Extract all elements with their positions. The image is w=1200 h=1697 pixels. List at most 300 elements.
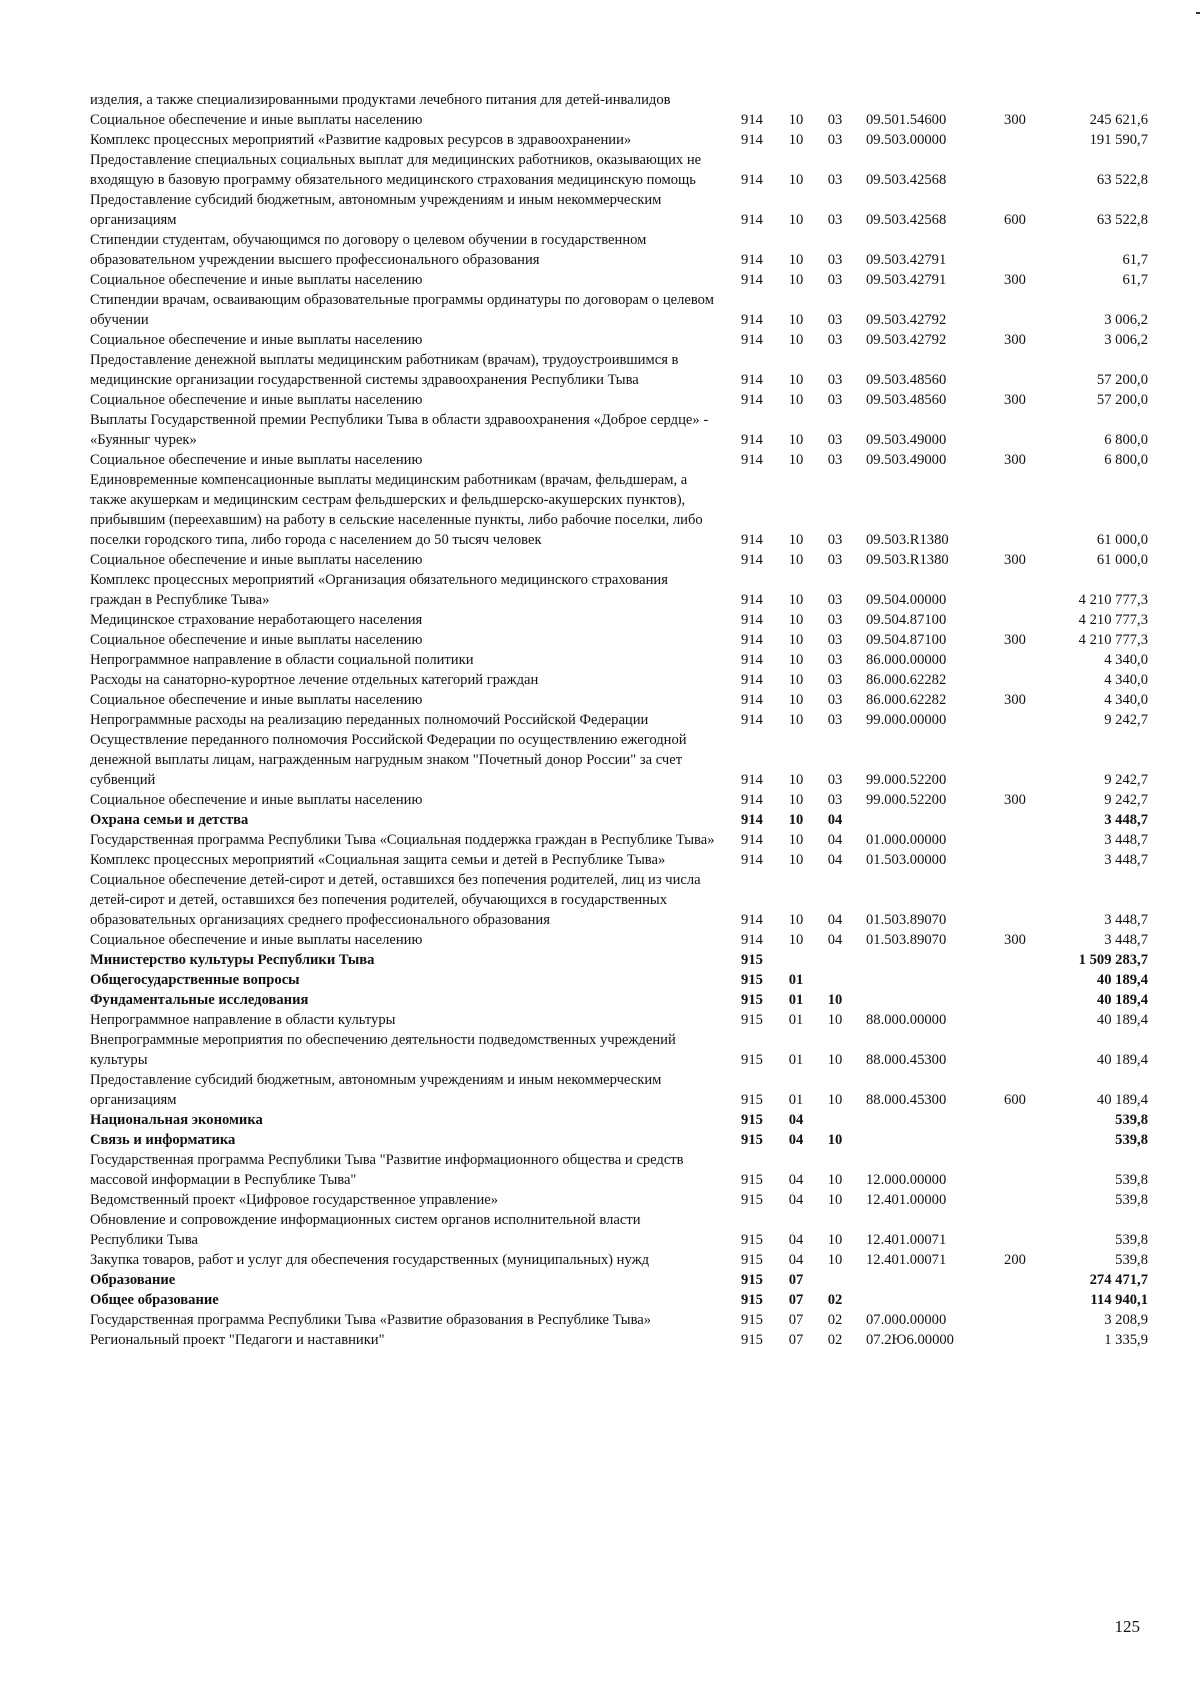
row-name: Осуществление переданного полномочия Российской Федерации по осуществлению ежегодной денежной выплаты лицам, награжденным нагрудным знаком "Почетный донор России" за счет субвенций — [90, 732, 687, 788]
section-code: 10 — [788, 372, 804, 388]
row-name: изделия, а также специализированными продуктами лечебного питания для детей-инвалидов — [90, 92, 671, 108]
table-row — [90, 850, 1158, 870]
row-name: Обновление и сопровождение информационных систем органов исполнительной власти Республики Тыва — [90, 1212, 641, 1248]
row-name: Региональный проект "Педагоги и наставники" — [90, 1332, 385, 1348]
section-code: 10 — [788, 212, 804, 228]
target-item-code: 09.503.42792 — [866, 332, 947, 348]
section-code: 04 — [788, 1232, 804, 1248]
amount: 539,8 — [1115, 1112, 1148, 1128]
table-row — [90, 1030, 1158, 1070]
table-row — [90, 1310, 1158, 1330]
expense-type-code: 300 — [1004, 392, 1026, 408]
target-item-code: 09.503.R1380 — [866, 552, 949, 568]
ministry-code: 914 — [741, 672, 763, 688]
amount: 4 340,0 — [1104, 672, 1148, 688]
table-row — [90, 950, 1158, 970]
row-name: Социальное обеспечение и иные выплаты населению — [90, 272, 423, 288]
subsection-code — [818, 1270, 852, 1290]
target-item-code: 09.503.49000 — [866, 452, 947, 468]
target-item-code: 12.401.00000 — [866, 1192, 947, 1208]
subsection-code — [818, 1110, 852, 1130]
expense-type-code — [994, 150, 1036, 190]
amount: 3 448,7 — [1104, 912, 1148, 928]
table-row — [90, 990, 1158, 1010]
row-name: Социальное обеспечение и иные выплаты населению — [90, 932, 423, 948]
section-code: 04 — [788, 1132, 804, 1148]
table-row — [90, 1150, 1158, 1190]
amount: 1 509 283,7 — [1078, 952, 1148, 968]
row-name: Социальное обеспечение и иные выплаты населению — [90, 112, 423, 128]
subsection-code: 02 — [827, 1292, 843, 1308]
amount: 245 621,6 — [1089, 112, 1148, 128]
target-item-code: 09.503.42791 — [866, 272, 947, 288]
target-item-code: 86.000.00000 — [866, 652, 947, 668]
amount: 3 448,7 — [1104, 832, 1148, 848]
table-row — [90, 810, 1158, 830]
target-item-code: 01.000.00000 — [866, 832, 947, 848]
row-name: Социальное обеспечение детей-сирот и детей, оставшихся без попечения родителей, лиц из числа детей-сирот и детей, оставшихся без попечения родителей, обучающихся в государственных образовательных организациях среднего профессионального образования — [90, 872, 701, 928]
row-name: Национальная экономика — [90, 1112, 263, 1128]
row-name: Фундаментальные исследования — [90, 992, 309, 1008]
subsection-code: 03 — [827, 392, 843, 408]
table-row — [90, 470, 1158, 550]
row-name: Предоставление субсидий бюджетным, автономным учреждениям и иным некоммерческим организациям — [90, 192, 662, 228]
amount: 61,7 — [1122, 272, 1148, 288]
subsection-code: 03 — [827, 172, 843, 188]
table-row — [90, 450, 1158, 470]
section-code: 10 — [788, 312, 804, 328]
subsection-code: 03 — [827, 212, 843, 228]
ministry-code: 914 — [741, 372, 763, 388]
section-code: 10 — [788, 812, 804, 828]
row-name: Социальное обеспечение и иные выплаты населению — [90, 552, 423, 568]
amount: 4 340,0 — [1104, 692, 1148, 708]
expense-type-code — [994, 130, 1036, 150]
row-name: Образование — [90, 1272, 176, 1288]
amount: 40 189,4 — [1096, 1052, 1148, 1068]
subsection-code: 10 — [827, 1132, 843, 1148]
section-code: 04 — [788, 1112, 804, 1128]
target-item-code: 86.000.62282 — [866, 692, 947, 708]
ministry-code: 915 — [741, 1232, 763, 1248]
target-item-code: 09.503.49000 — [866, 432, 947, 448]
row-name: Социальное обеспечение и иные выплаты населению — [90, 792, 423, 808]
target-item-code: 09.503.48560 — [866, 372, 947, 388]
subsection-code: 03 — [827, 312, 843, 328]
section-code: 10 — [788, 652, 804, 668]
section-code: 10 — [788, 932, 804, 948]
target-item-code: 09.503.42791 — [866, 252, 947, 268]
row-name: Выплаты Государственной премии Республики Тыва в области здравоохранения «Доброе сердце» - «Буянныг чурек» — [90, 412, 709, 448]
subsection-code — [818, 950, 852, 970]
target-item-code — [852, 810, 994, 830]
ministry-code: 914 — [741, 112, 763, 128]
ministry-code: 915 — [741, 1132, 763, 1148]
target-item-code: 09.503.42792 — [866, 312, 947, 328]
section-code: 07 — [788, 1312, 804, 1328]
target-item-code: 88.000.00000 — [866, 1012, 947, 1028]
table-row — [90, 1290, 1158, 1310]
ministry-code: 914 — [741, 612, 763, 628]
subsection-code: 03 — [827, 792, 843, 808]
subsection-code: 03 — [827, 112, 843, 128]
amount: 539,8 — [1115, 1172, 1148, 1188]
ministry-code: 915 — [741, 1272, 763, 1288]
section-code: 10 — [788, 612, 804, 628]
target-item-code — [852, 950, 994, 970]
table-row — [90, 1110, 1158, 1130]
row-name: Министерство культуры Республики Тыва — [90, 952, 375, 968]
ministry-code: 915 — [741, 1052, 763, 1068]
table-row — [90, 1130, 1158, 1150]
table-row — [90, 1330, 1158, 1350]
section-code: 10 — [788, 532, 804, 548]
section-code: 07 — [788, 1292, 804, 1308]
section-code: 10 — [788, 432, 804, 448]
ministry-code — [730, 90, 774, 110]
expense-type-code — [994, 1030, 1036, 1070]
amount: 3 006,2 — [1104, 332, 1148, 348]
expense-type-code — [994, 470, 1036, 550]
table-row — [90, 350, 1158, 390]
expense-type-code — [994, 810, 1036, 830]
ministry-code: 914 — [741, 632, 763, 648]
ministry-code: 914 — [741, 252, 763, 268]
expense-type-code: 300 — [1004, 932, 1026, 948]
target-item-code — [852, 1270, 994, 1290]
row-name: Комплекс процессных мероприятий «Развитие кадровых ресурсов в здравоохранении» — [90, 132, 632, 148]
target-item-code — [852, 990, 994, 1010]
subsection-code: 03 — [827, 132, 843, 148]
row-name: Государственная программа Республики Тыва "Развитие информационного общества и средств массовой информации в Республике Тыва" — [90, 1152, 684, 1188]
page-number: 125 — [1114, 1617, 1140, 1636]
ministry-code: 915 — [741, 1252, 763, 1268]
expense-type-code — [994, 710, 1036, 730]
table-row — [90, 790, 1158, 810]
section-code: 10 — [788, 132, 804, 148]
table-row — [90, 710, 1158, 730]
amount: 40 189,4 — [1096, 1092, 1148, 1108]
row-name: Охрана семьи и детства — [90, 812, 249, 828]
row-name: Предоставление специальных социальных выплат для медицинских работников, оказывающих не входящую в базовую программу обязательного медицинского страхования медицинскую помощь — [90, 152, 702, 188]
amount: 191 590,7 — [1089, 132, 1148, 148]
subsection-code: 03 — [827, 372, 843, 388]
row-name: Предоставление денежной выплаты медицинским работникам (врачам), трудоустроившимся в медицинские организации государственной системы здравоохранения Республики Тыва — [90, 352, 679, 388]
target-item-code — [852, 90, 994, 110]
target-item-code: 12.401.00071 — [866, 1232, 947, 1248]
amount: 1 335,9 — [1104, 1332, 1148, 1348]
section-code: 07 — [788, 1332, 804, 1348]
table-row — [90, 830, 1158, 850]
ministry-code: 914 — [741, 852, 763, 868]
table-row — [90, 650, 1158, 670]
target-item-code: 09.503.42568 — [866, 172, 947, 188]
section-code — [774, 950, 818, 970]
row-name: Комплекс процессных мероприятий «Организация обязательного медицинского страхования граждан в Республике Тыва» — [90, 572, 668, 608]
table-row — [90, 930, 1158, 950]
ministry-code: 914 — [741, 332, 763, 348]
subsection-code: 03 — [827, 612, 843, 628]
table-row — [90, 130, 1158, 150]
section-code: 10 — [788, 392, 804, 408]
ministry-code: 915 — [741, 992, 763, 1008]
row-name: Связь и информатика — [90, 1132, 236, 1148]
subsection-code — [818, 970, 852, 990]
target-item-code: 09.503.42568 — [866, 212, 947, 228]
target-item-code: 01.503.00000 — [866, 852, 947, 868]
section-code: 10 — [788, 332, 804, 348]
section-code: 10 — [788, 832, 804, 848]
section-code: 10 — [788, 792, 804, 808]
row-name: Стипендии студентам, обучающимся по договору о целевом обучении в государственном образовательном учреждении высшего профессионального образования — [90, 232, 647, 268]
target-item-code: 86.000.62282 — [866, 672, 947, 688]
amount: 4 340,0 — [1104, 652, 1148, 668]
ministry-code: 914 — [741, 712, 763, 728]
ministry-code: 915 — [741, 972, 763, 988]
section-code: 10 — [788, 852, 804, 868]
expense-type-code: 300 — [1004, 692, 1026, 708]
expense-type-code — [994, 1130, 1036, 1150]
table-row — [90, 1190, 1158, 1210]
amount: 9 242,7 — [1104, 792, 1148, 808]
ministry-code: 914 — [741, 132, 763, 148]
expense-type-code: 300 — [1004, 112, 1026, 128]
section-code: 10 — [788, 552, 804, 568]
amount: 4 210 777,3 — [1078, 632, 1148, 648]
amount: 6 800,0 — [1104, 452, 1148, 468]
ministry-code: 914 — [741, 172, 763, 188]
table-row — [90, 390, 1158, 410]
ministry-code: 914 — [741, 452, 763, 468]
target-item-code — [852, 1130, 994, 1150]
section-code: 10 — [788, 112, 804, 128]
section-code: 10 — [788, 452, 804, 468]
expense-type-code — [994, 230, 1036, 270]
subsection-code — [818, 90, 852, 110]
subsection-code: 03 — [827, 552, 843, 568]
budget-table — [90, 90, 1158, 1350]
section-code: 01 — [788, 1052, 804, 1068]
amount: 9 242,7 — [1104, 712, 1148, 728]
amount: 61 000,0 — [1096, 532, 1148, 548]
ministry-code: 914 — [741, 212, 763, 228]
expense-type-code — [994, 950, 1036, 970]
ministry-code: 915 — [741, 1112, 763, 1128]
ministry-code: 914 — [741, 312, 763, 328]
ministry-code: 914 — [741, 772, 763, 788]
expense-type-code — [994, 1310, 1036, 1330]
subsection-code: 03 — [827, 252, 843, 268]
ministry-code: 914 — [741, 812, 763, 828]
subsection-code: 04 — [827, 852, 843, 868]
amount: 539,8 — [1115, 1192, 1148, 1208]
row-name: Социальное обеспечение и иные выплаты населению — [90, 692, 423, 708]
amount: 4 210 777,3 — [1078, 612, 1148, 628]
subsection-code: 02 — [827, 1332, 843, 1348]
target-item-code: 99.000.52200 — [866, 792, 947, 808]
amount: 274 471,7 — [1089, 1272, 1148, 1288]
subsection-code: 03 — [827, 632, 843, 648]
expense-type-code — [994, 1150, 1036, 1190]
table-row — [90, 410, 1158, 450]
expense-type-code — [994, 290, 1036, 330]
target-item-code: 12.000.00000 — [866, 1172, 947, 1188]
amount: 539,8 — [1115, 1132, 1148, 1148]
row-name: Единовременные компенсационные выплаты медицинским работникам (врачам, фельдшерам, а также акушеркам и медицинским сестрам фельдшерских и фельдшерско-акушерских пунктов), прибывшим (переехавшим) на работу в сельские населенные пункты, либо рабочие поселки, либо поселки городского типа, либо города с населением до 50 тысяч человек — [90, 472, 703, 548]
row-name: Внепрограммные мероприятия по обеспечению деятельности подведомственных учреждений культуры — [90, 1032, 676, 1068]
expense-type-code: 300 — [1004, 272, 1026, 288]
row-name: Медицинское страхование неработающего населения — [90, 612, 423, 628]
subsection-code: 03 — [827, 592, 843, 608]
table-row — [90, 1010, 1158, 1030]
section-code: 10 — [788, 692, 804, 708]
ministry-code: 914 — [741, 932, 763, 948]
row-name: Социальное обеспечение и иные выплаты населению — [90, 452, 423, 468]
section-code: 10 — [788, 252, 804, 268]
target-item-code: 09.503.00000 — [866, 132, 947, 148]
subsection-code: 03 — [827, 532, 843, 548]
section-code: 01 — [788, 1092, 804, 1108]
target-item-code: 07.000.00000 — [866, 1312, 947, 1328]
section-code: 10 — [788, 172, 804, 188]
amount: 3 448,7 — [1104, 932, 1148, 948]
subsection-code: 03 — [827, 432, 843, 448]
ministry-code: 914 — [741, 792, 763, 808]
expense-type-code — [994, 1190, 1036, 1210]
subsection-code: 10 — [827, 1232, 843, 1248]
budget-table-body — [90, 90, 1158, 1350]
expense-type-code — [994, 850, 1036, 870]
section-code: 10 — [788, 712, 804, 728]
expense-type-code — [994, 1210, 1036, 1250]
expense-type-code — [994, 1110, 1036, 1130]
target-item-code: 09.503.R1380 — [866, 532, 949, 548]
row-name: Предоставление субсидий бюджетным, автономным учреждениям и иным некоммерческим организациям — [90, 1072, 662, 1108]
ministry-code: 915 — [741, 1332, 763, 1348]
section-code: 04 — [788, 1252, 804, 1268]
expense-type-code — [994, 1010, 1036, 1030]
expense-type-code: 200 — [1004, 1252, 1026, 1268]
target-item-code: 09.504.87100 — [866, 632, 947, 648]
expense-type-code — [994, 730, 1036, 790]
target-item-code: 99.000.00000 — [866, 712, 947, 728]
expense-type-code — [994, 610, 1036, 630]
table-row — [90, 730, 1158, 790]
expense-type-code — [994, 410, 1036, 450]
target-item-code: 09.501.54600 — [866, 112, 947, 128]
section-code: 01 — [788, 972, 804, 988]
section-code: 01 — [788, 1012, 804, 1028]
ministry-code: 915 — [741, 1172, 763, 1188]
section-code: 10 — [788, 772, 804, 788]
table-row — [90, 90, 1158, 110]
expense-type-code — [994, 1270, 1036, 1290]
row-name: Непрограммные расходы на реализацию переданных полномочий Российской Федерации — [90, 712, 649, 728]
section-code — [774, 90, 818, 110]
table-row — [90, 630, 1158, 650]
subsection-code: 03 — [827, 672, 843, 688]
target-item-code: 09.503.48560 — [866, 392, 947, 408]
subsection-code: 02 — [827, 1312, 843, 1328]
subsection-code: 10 — [827, 992, 843, 1008]
target-item-code — [852, 970, 994, 990]
subsection-code: 03 — [827, 772, 843, 788]
subsection-code: 04 — [827, 812, 843, 828]
ministry-code: 914 — [741, 532, 763, 548]
amount: 40 189,4 — [1096, 1012, 1148, 1028]
ministry-code: 914 — [741, 272, 763, 288]
section-code: 01 — [788, 992, 804, 1008]
ministry-code: 914 — [741, 432, 763, 448]
expense-type-code: 600 — [1004, 1092, 1026, 1108]
ministry-code: 915 — [741, 1292, 763, 1308]
ministry-code: 915 — [741, 1192, 763, 1208]
subsection-code: 10 — [827, 1052, 843, 1068]
amount: 40 189,4 — [1096, 992, 1148, 1008]
amount: 57 200,0 — [1096, 392, 1148, 408]
expense-type-code — [994, 990, 1036, 1010]
section-code: 10 — [788, 912, 804, 928]
expense-type-code — [994, 1290, 1036, 1310]
subsection-code: 10 — [827, 1252, 843, 1268]
subsection-code: 04 — [827, 912, 843, 928]
expense-type-code: 600 — [1004, 212, 1026, 228]
subsection-code: 03 — [827, 692, 843, 708]
expense-type-code — [994, 650, 1036, 670]
subsection-code: 04 — [827, 832, 843, 848]
row-name: Государственная программа Республики Тыва «Социальная поддержка граждан в Республике Тыва» — [90, 832, 715, 848]
table-row — [90, 190, 1158, 230]
row-name: Государственная программа Республики Тыва «Развитие образования в Республике Тыва» — [90, 1312, 652, 1328]
ministry-code: 914 — [741, 832, 763, 848]
subsection-code: 03 — [827, 272, 843, 288]
expense-type-code — [994, 90, 1036, 110]
table-row — [90, 330, 1158, 350]
section-code: 10 — [788, 272, 804, 288]
amount: 3 208,9 — [1104, 1312, 1148, 1328]
expense-type-code — [994, 830, 1036, 850]
expense-type-code: 300 — [1004, 552, 1026, 568]
ministry-code: 915 — [741, 1092, 763, 1108]
amount: 539,8 — [1115, 1252, 1148, 1268]
ministry-code: 914 — [741, 692, 763, 708]
target-item-code: 01.503.89070 — [866, 912, 947, 928]
row-name: Социальное обеспечение и иные выплаты населению — [90, 392, 423, 408]
subsection-code: 10 — [827, 1092, 843, 1108]
amount: 61,7 — [1122, 252, 1148, 268]
section-code: 07 — [788, 1272, 804, 1288]
section-code: 04 — [788, 1192, 804, 1208]
ministry-code: 915 — [741, 1012, 763, 1028]
table-row — [90, 670, 1158, 690]
expense-type-code: 300 — [1004, 792, 1026, 808]
amount: 114 940,1 — [1090, 1292, 1148, 1308]
expense-type-code — [994, 1330, 1036, 1350]
ministry-code: 914 — [741, 912, 763, 928]
amount: 3 448,7 — [1104, 852, 1148, 868]
expense-type-code — [994, 570, 1036, 610]
row-name: Социальное обеспечение и иные выплаты населению — [90, 332, 423, 348]
target-item-code — [852, 1110, 994, 1130]
row-name: Непрограммное направление в области социальной политики — [90, 652, 474, 668]
row-name: Стипендии врачам, осваивающим образовательные программы ординатуры по договорам о целевом обучении — [90, 292, 714, 328]
ministry-code: 914 — [741, 552, 763, 568]
subsection-code: 10 — [827, 1172, 843, 1188]
table-row — [90, 610, 1158, 630]
ministry-code: 915 — [741, 952, 763, 968]
row-name: Комплекс процессных мероприятий «Социальная защита семьи и детей в Республике Тыва» — [90, 852, 666, 868]
target-item-code: 12.401.00071 — [866, 1252, 947, 1268]
